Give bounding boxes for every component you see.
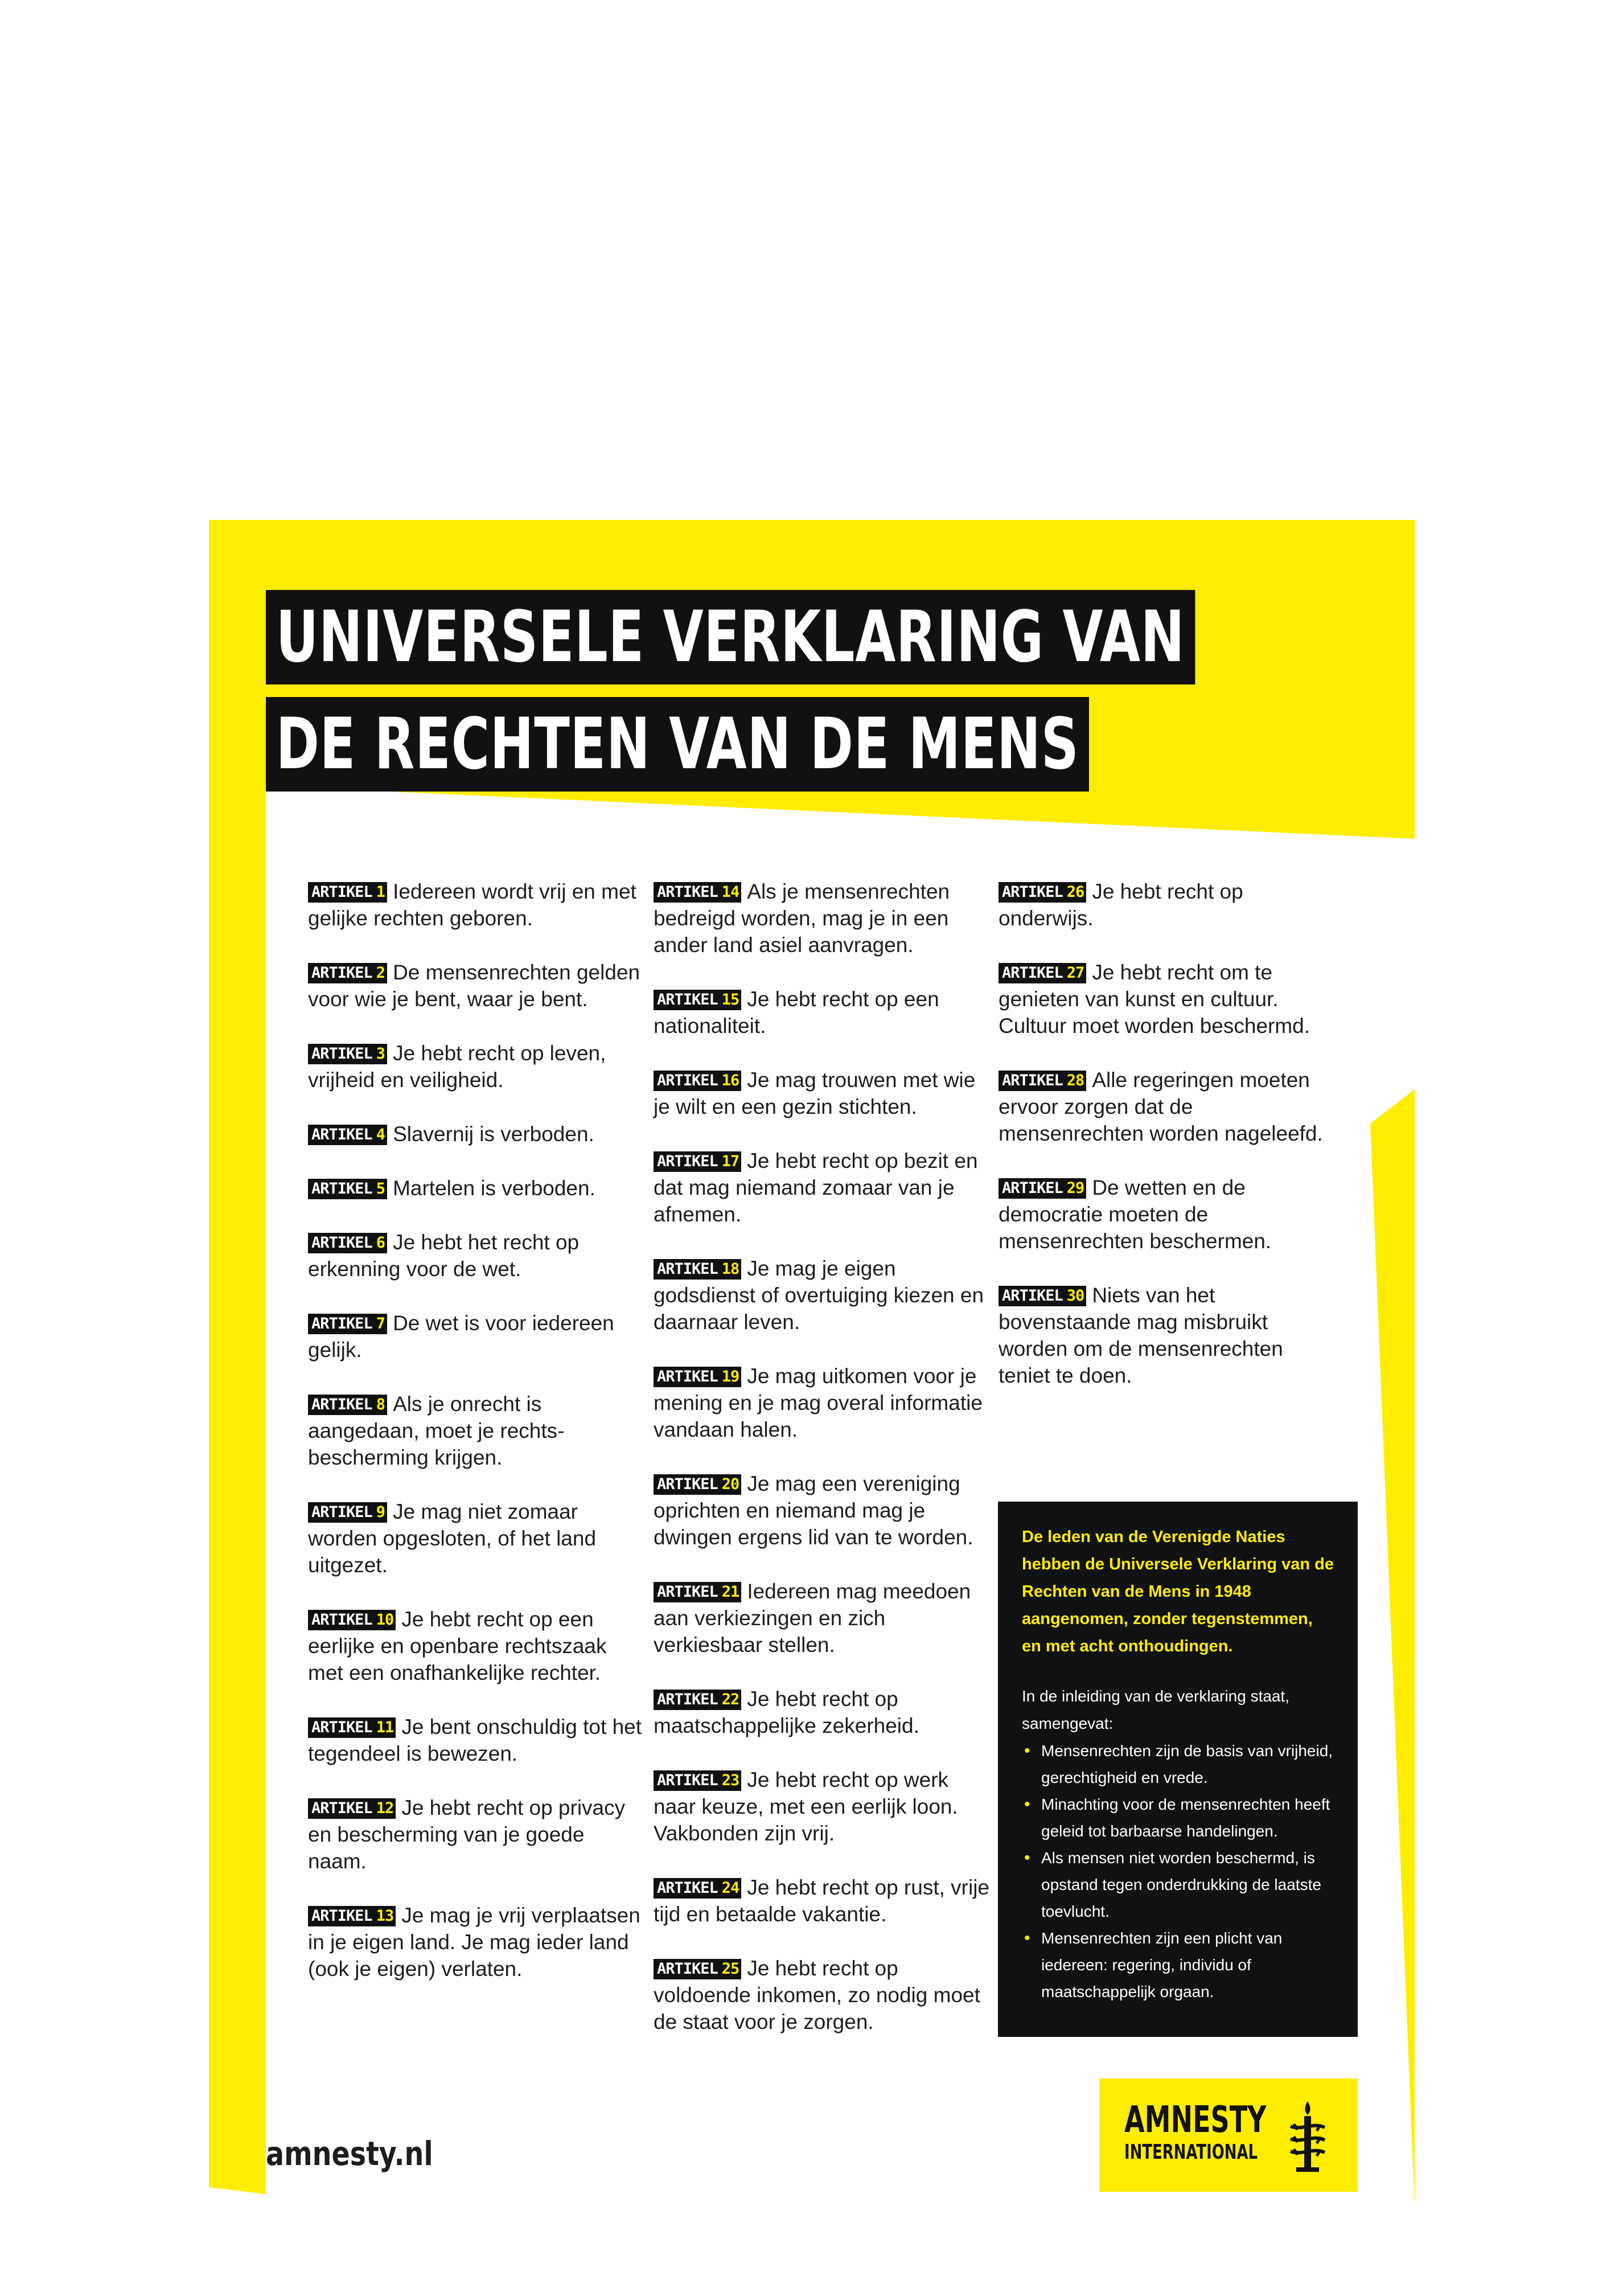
article-4 xyxy=(308,1121,647,1147)
article-number: 2 xyxy=(376,964,385,982)
article-5 xyxy=(308,1175,647,1202)
title-line-1: UNIVERSELE VERKLARING VAN xyxy=(266,590,1195,684)
article-badge xyxy=(654,1151,741,1172)
article-text: Je hebt recht om te genieten van kunst en cultuur. Cultuur moet worden beschermd. xyxy=(999,961,1310,1038)
article-badge xyxy=(654,1770,741,1791)
article-badge xyxy=(999,963,1086,983)
article-badge-label: ARTIKEL xyxy=(311,1396,372,1413)
article-number: 28 xyxy=(1066,1072,1084,1089)
article-text: De wet is voor iedereen gelijk. xyxy=(308,1311,614,1362)
article-text: Als je onrecht is aangedaan, moet je rechts-bescherming krijgen. xyxy=(308,1392,565,1469)
article-10 xyxy=(308,1606,647,1686)
article-13 xyxy=(308,1902,647,1982)
article-number: 14 xyxy=(721,883,739,901)
article-14 xyxy=(654,878,993,958)
article-number: 15 xyxy=(721,991,739,1008)
article-badge-label: ARTIKEL xyxy=(311,964,372,982)
info-bullet-item xyxy=(1022,1737,1334,1791)
article-badge xyxy=(308,1233,387,1253)
article-number: 29 xyxy=(1066,1179,1084,1197)
article-badge-label: ARTIKEL xyxy=(657,1691,718,1708)
info-box xyxy=(998,1502,1358,2037)
article-number: 4 xyxy=(376,1126,385,1143)
article-text: Je hebt recht op voldoende inkomen, zo nodig moet de staat voor je zorgen. xyxy=(654,1957,980,2033)
article-text: Je hebt recht op rust, vrije tijd en betaalde vakantie. xyxy=(654,1876,990,1926)
article-badge-label: ARTIKEL xyxy=(657,1368,718,1385)
article-badge xyxy=(308,1179,387,1199)
article-21 xyxy=(654,1578,993,1658)
article-12 xyxy=(308,1794,647,1875)
article-8 xyxy=(308,1391,647,1471)
article-text: Je hebt recht op onderwijs. xyxy=(999,880,1243,930)
article-text: Iedereen wordt vrij en met gelijke rechten geboren. xyxy=(308,880,636,930)
article-badge xyxy=(654,1259,741,1280)
article-badge xyxy=(654,990,741,1010)
article-badge-label: ARTIKEL xyxy=(1002,1287,1063,1305)
article-badge-label: ARTIKEL xyxy=(657,1072,718,1089)
article-number: 11 xyxy=(376,1719,394,1736)
article-number: 21 xyxy=(721,1583,739,1601)
article-badge-label: ARTIKEL xyxy=(1002,1179,1063,1197)
website-url: amnesty.nl xyxy=(266,2134,433,2173)
article-badge-label: ARTIKEL xyxy=(657,991,718,1008)
article-badge xyxy=(308,1906,396,1926)
article-text: Iedereen mag meedoen aan verkiezingen en zich verkiesbaar stellen. xyxy=(654,1580,971,1657)
article-badge-label: ARTIKEL xyxy=(657,883,718,901)
article-19 xyxy=(654,1363,993,1443)
article-badge xyxy=(999,882,1086,903)
article-number: 23 xyxy=(721,1772,739,1789)
article-number: 10 xyxy=(376,1611,394,1629)
article-badge xyxy=(654,1367,741,1387)
article-badge xyxy=(308,1044,387,1064)
info-bullet-item xyxy=(1022,1791,1334,1844)
article-badge-label: ARTIKEL xyxy=(1002,883,1063,901)
article-23 xyxy=(654,1766,993,1847)
article-badge xyxy=(308,963,387,983)
article-text: Je mag een vereniging oprichten en niemand mag je dwingen ergens lid van te worden. xyxy=(654,1472,973,1549)
article-text: Je hebt recht op een eerlijke en openbare rechtszaak met een onafhankelijke rechter. xyxy=(308,1608,607,1684)
article-text: Je hebt recht op bezit en dat mag niemand zomaar van je afnemen. xyxy=(654,1149,978,1226)
article-number: 1 xyxy=(376,883,385,901)
article-24 xyxy=(654,1874,993,1928)
bullet-icon: • xyxy=(1024,1929,1030,1948)
article-1 xyxy=(308,878,647,932)
candle-barbed-wire-icon xyxy=(1279,2099,1336,2174)
article-badge xyxy=(654,1474,741,1495)
article-number: 8 xyxy=(376,1396,385,1413)
article-badge-label: ARTIKEL xyxy=(311,883,372,901)
title-line-2: DE RECHTEN VAN DE MENS xyxy=(266,697,1089,792)
article-badge-label: ARTIKEL xyxy=(311,1719,372,1736)
bullet-icon: • xyxy=(1024,1848,1030,1867)
article-badge xyxy=(654,1878,741,1899)
article-badge-label: ARTIKEL xyxy=(311,1611,372,1629)
article-29 xyxy=(999,1174,1338,1254)
article-badge xyxy=(999,1178,1086,1199)
article-badge xyxy=(308,1314,387,1334)
article-number: 18 xyxy=(721,1260,739,1278)
article-2 xyxy=(308,959,647,1012)
info-bullet-text: Mensenrechten zijn de basis van vrijheid, gerechtigheid en vrede. xyxy=(1041,1742,1333,1786)
article-number: 3 xyxy=(376,1045,385,1063)
article-3 xyxy=(308,1040,647,1093)
article-number: 12 xyxy=(376,1799,394,1817)
bullet-icon: • xyxy=(1024,1795,1030,1814)
bullet-icon: • xyxy=(1024,1741,1030,1760)
article-badge xyxy=(308,1502,387,1523)
article-badge-label: ARTIKEL xyxy=(311,1503,372,1521)
article-text: Je mag uitkomen voor je mening en je mag overal informatie vandaan halen. xyxy=(654,1364,983,1441)
article-badge xyxy=(654,1582,741,1602)
article-badge-label: ARTIKEL xyxy=(657,1960,718,1978)
article-badge-label: ARTIKEL xyxy=(657,1153,718,1170)
article-number: 16 xyxy=(721,1072,739,1089)
article-badge-label: ARTIKEL xyxy=(657,1772,718,1789)
article-text: Je hebt recht op werk naar keuze, met een eerlijk loon. Vakbonden zijn vrij. xyxy=(654,1768,958,1845)
article-text: Je mag niet zomaar worden opgesloten, of het land uitgezet. xyxy=(308,1500,597,1577)
article-17 xyxy=(654,1147,993,1228)
article-text: Je mag je vrij verplaatsen in je eigen land. Je mag ieder land (ook je eigen) verlaten. xyxy=(308,1904,640,1981)
info-bullet-item xyxy=(1022,1925,1334,2005)
info-bullet-text: Mensenrechten zijn een plicht van iedereen: regering, individu of maatschappelijk orgaan. xyxy=(1041,1929,1283,2000)
article-number: 5 xyxy=(376,1180,385,1198)
article-badge xyxy=(308,1125,387,1145)
article-25 xyxy=(654,1955,993,2035)
article-18 xyxy=(654,1255,993,1335)
article-badge-label: ARTIKEL xyxy=(1002,1072,1063,1089)
article-16 xyxy=(654,1067,993,1120)
article-badge-label: ARTIKEL xyxy=(311,1234,372,1252)
article-26 xyxy=(999,878,1338,932)
article-badge-label: ARTIKEL xyxy=(311,1315,372,1332)
article-badge xyxy=(654,1071,741,1091)
article-text: Je hebt recht op privacy en bescherming van je goede naam. xyxy=(308,1796,626,1873)
info-bullet-list xyxy=(1022,1737,1334,2005)
article-badge-label: ARTIKEL xyxy=(311,1799,372,1817)
amnesty-logo xyxy=(1099,2078,1358,2192)
article-20 xyxy=(654,1470,993,1551)
logo-text-line-2: INTERNATIONAL xyxy=(1124,2141,1258,2164)
article-badge xyxy=(308,1610,396,1630)
article-badge-label: ARTIKEL xyxy=(657,1583,718,1601)
article-text: De mensenrechten gelden voor wie je bent, waar je bent. xyxy=(308,961,640,1011)
article-badge-label: ARTIKEL xyxy=(311,1126,372,1143)
article-text: Je hebt recht op leven, vrijheid en veiligheid. xyxy=(308,1042,606,1092)
article-badge xyxy=(308,1717,396,1738)
article-text: Je bent onschuldig tot het tegendeel is bewezen. xyxy=(308,1715,642,1765)
article-6 xyxy=(308,1229,647,1282)
article-badge-label: ARTIKEL xyxy=(311,1180,372,1198)
article-number: 13 xyxy=(376,1907,394,1925)
article-badge xyxy=(308,1798,396,1819)
article-text: Slavernij is verboden. xyxy=(393,1122,594,1146)
article-text: Je mag trouwen met wie je wilt en een gezin stichten. xyxy=(654,1068,976,1118)
info-intro: De leden van de Verenigde Naties hebben de Universele Verklaring van de Rechten van de Mens in 1948 aangenomen, zonder tegenstemmen, en met acht onthoudingen. xyxy=(1022,1528,1334,1655)
article-30 xyxy=(999,1282,1338,1389)
info-lead: In de inleiding van de verklaring staat, samengevat: xyxy=(1022,1687,1290,1732)
article-number: 17 xyxy=(721,1153,739,1170)
article-22 xyxy=(654,1686,993,1739)
article-badge-label: ARTIKEL xyxy=(311,1907,372,1925)
article-28 xyxy=(999,1067,1338,1147)
article-number: 27 xyxy=(1066,964,1084,982)
article-number: 30 xyxy=(1066,1287,1084,1305)
article-15 xyxy=(654,986,993,1039)
articles-column-1 xyxy=(308,878,647,2010)
article-text: Als je mensenrechten bedreigd worden, mag je in een ander land asiel aanvragen. xyxy=(654,880,950,957)
article-27 xyxy=(999,959,1338,1039)
article-number: 24 xyxy=(721,1879,739,1897)
article-number: 25 xyxy=(721,1960,739,1978)
article-number: 26 xyxy=(1066,883,1084,901)
article-badge-label: ARTIKEL xyxy=(657,1475,718,1493)
article-badge-label: ARTIKEL xyxy=(1002,964,1063,982)
article-badge xyxy=(308,882,387,903)
article-badge-label: ARTIKEL xyxy=(657,1260,718,1278)
article-9 xyxy=(308,1498,647,1578)
article-badge-label: ARTIKEL xyxy=(311,1045,372,1063)
articles-column-3 xyxy=(999,878,1338,1416)
article-badge-label: ARTIKEL xyxy=(657,1879,718,1897)
poster xyxy=(209,520,1415,2207)
article-text: Je hebt recht op maatschappelijke zekerheid. xyxy=(654,1687,919,1737)
article-text: Alle regeringen moeten ervoor zorgen dat de mensenrechten worden nageleefd. xyxy=(999,1068,1323,1145)
article-badge xyxy=(654,882,741,903)
article-7 xyxy=(308,1310,647,1363)
article-number: 9 xyxy=(376,1503,385,1521)
article-number: 6 xyxy=(376,1234,385,1252)
article-text: Je mag je eigen godsdienst of overtuiging kiezen en daarnaar leven. xyxy=(654,1257,984,1334)
info-bullet-text: Als mensen niet worden beschermd, is opstand tegen onderdrukking de laatste toevlucht. xyxy=(1041,1849,1321,1920)
article-number: 7 xyxy=(376,1315,385,1332)
article-text: Niets van het bovenstaande mag misbruikt worden om de mensenrechten teniet te doen. xyxy=(999,1284,1283,1387)
article-number: 22 xyxy=(721,1691,739,1708)
article-badge xyxy=(654,1690,741,1710)
article-11 xyxy=(308,1713,647,1767)
article-number: 20 xyxy=(721,1475,739,1493)
info-bullet-item xyxy=(1022,1844,1334,1925)
article-text: Je hebt het recht op erkenning voor de wet. xyxy=(308,1231,580,1281)
article-badge xyxy=(654,1959,741,1979)
logo-text-line-1: AMNESTY xyxy=(1124,2099,1267,2141)
article-text: De wetten en de democratie moeten de mensenrechten beschermen. xyxy=(999,1176,1272,1253)
info-bullet-text: Minachting voor de mensenrechten heeft geleid tot barbaarse handelingen. xyxy=(1041,1795,1330,1840)
article-text: Je hebt recht op een nationaliteit. xyxy=(654,987,939,1038)
article-badge xyxy=(999,1286,1086,1306)
article-badge xyxy=(308,1395,387,1415)
articles-column-2 xyxy=(654,878,993,2063)
article-number: 19 xyxy=(721,1368,739,1385)
article-text: Martelen is verboden. xyxy=(393,1176,595,1200)
article-badge xyxy=(999,1071,1086,1091)
